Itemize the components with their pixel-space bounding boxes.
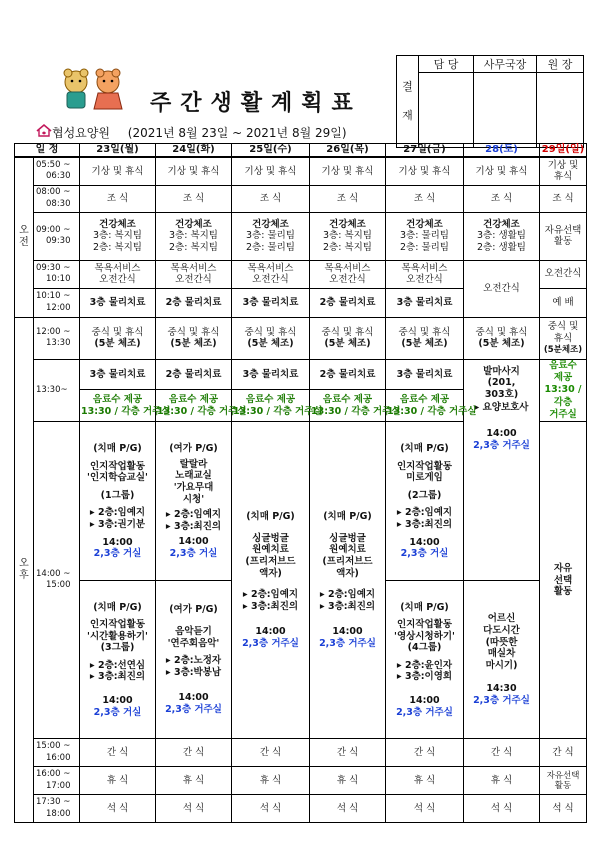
- row-afternoon-therapy: [15, 359, 587, 390]
- weekly-schedule-table: [14, 143, 587, 823]
- cell-wake-sun: 기상 및 휴식: [540, 157, 587, 185]
- cell-lunch: 중식 및 휴식 (5분 체조): [80, 317, 156, 359]
- cell-therapy: 3층 물리치료: [80, 288, 156, 317]
- cell-therapy: 3층 물리치료: [232, 288, 310, 317]
- header-day-sun: 29일(일): [540, 144, 587, 158]
- cell-am-snack-sun: 오전간식: [540, 260, 587, 288]
- header-day-fri: 27일(금): [386, 144, 464, 158]
- cell-lunch: 중식 및 휴식 (5분 체조): [310, 317, 386, 359]
- cell-program-wed: (치매 P/G) 싱글벙글 원예치료 (프리저브드 액자) ▸ 2층:임예지 ▸ 3층:최진의 14:00 2,3층 거주실: [232, 422, 310, 739]
- cell-dinner: 석 식: [80, 795, 156, 823]
- cell-program-tue-b: (여가 P/G) 음악듣기 '연주회음악' ▸ 2층:노정자 ▸ 3층:박봉남 14:00 2,3층 거주실: [156, 581, 232, 739]
- header-day-sat: 28(토): [464, 144, 540, 158]
- cell-bath: 목욕서비스 오전간식: [232, 260, 310, 288]
- approval-label-1: 결: [402, 79, 413, 93]
- cell-wake: 기상 및 휴식: [156, 157, 232, 185]
- cell-program-tue-a: (여가 P/G) 랄랄라 노래교실 '가요무대 시청' ▸ 2층:임예지 ▸ 3층:최진의 14:00 2,3층 거실: [156, 422, 232, 581]
- period-am-1: 오: [19, 225, 29, 237]
- cell-drink: 음료수 제공 13:30 / 각층 거주실: [156, 390, 232, 422]
- cell-exercise-tue: 건강체조 3층: 복지팀 2층: 복지팀: [156, 212, 232, 260]
- cell-rest: 휴 식: [386, 767, 464, 795]
- cell-program-sat-a: 발마사지 (201, 303호) ▸ 요양보호사 14:00 2,3층 거주실: [464, 359, 540, 581]
- header-day-mon: 23일(월): [80, 144, 156, 158]
- cell-worship-sun: 예 배: [540, 288, 587, 317]
- cell-bath: 목욕서비스 오전간식: [80, 260, 156, 288]
- cell-therapy: 3층 물리치료: [386, 288, 464, 317]
- period-am: [15, 157, 34, 317]
- row-rest: [15, 767, 587, 795]
- org-name: 협성요양원: [52, 126, 110, 140]
- cell-snack: 간 식: [310, 739, 386, 767]
- time-cell: 14:00 ~ 15:00: [34, 422, 80, 739]
- cell-wake: 기상 및 휴식: [80, 157, 156, 185]
- cell-program-mon-a: (치매 P/G) 인지작업활동 '인지학습교실' (1그룹) ▸ 2층:임예지 ▸ 3층:권기분 14:00 2,3층 거실: [80, 422, 156, 581]
- time-cell: 13:30~: [34, 359, 80, 422]
- cell-program-mon-b: (치매 P/G) 인지작업활동 '시간활용하기' (3그룹) ▸ 2층:선연심 ▸ 3층:최진의 14:00 2,3층 거실: [80, 581, 156, 739]
- cell-drink: 음료수 제공 13:30 / 각층 거주실: [80, 390, 156, 422]
- cell-rest: 휴 식: [310, 767, 386, 795]
- approval-header-director: 원 장: [537, 56, 584, 73]
- page-title: 주간생활계획표: [150, 91, 362, 116]
- cell-breakfast: 조 식: [80, 185, 156, 212]
- cell-therapy: 2층 물리치료: [156, 288, 232, 317]
- approval-sign-staff[interactable]: [419, 73, 474, 148]
- cell-dinner: 석 식: [310, 795, 386, 823]
- cell-lunch: 중식 및 휴식 (5분 체조): [386, 317, 464, 359]
- cell-rest: 휴 식: [232, 767, 310, 795]
- row-bath: [15, 260, 587, 288]
- cell-snack: 간 식: [540, 739, 587, 767]
- cell-exercise-fri: 건강체조 3층: 물리팀 2층: 물리팀: [386, 212, 464, 260]
- row-lunch: [15, 317, 587, 359]
- cell-am-snack-sat: 오전간식: [464, 260, 540, 317]
- cell-drink-sun: 음료수 제공 13:30 / 각층 거주실: [540, 359, 587, 422]
- period-pm: [15, 317, 34, 823]
- header-schedule: 일 정: [15, 144, 80, 158]
- cell-snack: 간 식: [464, 739, 540, 767]
- cell-breakfast: 조 식: [232, 185, 310, 212]
- cell-lunch: 중식 및 휴식 (5분 체조): [232, 317, 310, 359]
- cell-exercise-thu: 건강체조 3층: 복지팀 2층: 복지팀: [310, 212, 386, 260]
- time-cell: 09:00 ~ 09:30: [34, 212, 80, 260]
- time-cell: 09:30 ~ 10:10: [34, 260, 80, 288]
- cell-breakfast: 조 식: [540, 185, 587, 212]
- time-cell: 17:30 ~ 18:00: [34, 795, 80, 823]
- cell-therapy: 3층 물리치료: [386, 359, 464, 390]
- row-wake: [15, 157, 587, 185]
- cell-dinner: 석 식: [386, 795, 464, 823]
- cell-wake: 기상 및 휴식: [386, 157, 464, 185]
- cell-therapy: 3층 물리치료: [232, 359, 310, 390]
- approval-box: [396, 55, 584, 148]
- cell-snack: 간 식: [386, 739, 464, 767]
- cell-therapy: 2층 물리치료: [310, 359, 386, 390]
- cell-breakfast: 조 식: [386, 185, 464, 212]
- cell-therapy: 2층 물리치료: [310, 288, 386, 317]
- cell-exercise-sat: 건강체조 3층: 생활팀 2층: 생활팀: [464, 212, 540, 260]
- header-day-tue: 24일(화): [156, 144, 232, 158]
- cell-drink: 음료수 제공 13:30 / 각층 거주실: [386, 390, 464, 422]
- document-header: [0, 0, 600, 143]
- cell-exercise-wed: 건강체조 3층: 물리팀 2층: 물리팀: [232, 212, 310, 260]
- cell-lunch: 중식 및 휴식 (5분 체조): [464, 317, 540, 359]
- cell-bath: 목욕서비스 오전간식: [310, 260, 386, 288]
- cell-dinner: 석 식: [540, 795, 587, 823]
- row-exercise: [15, 212, 587, 260]
- header-day-wed: 25일(수): [232, 144, 310, 158]
- header-day-thu: 26일(목): [310, 144, 386, 158]
- period-pm-1: 오: [19, 557, 29, 569]
- cell-rest: 휴 식: [156, 767, 232, 795]
- org-line: [36, 124, 347, 141]
- time-cell: 10:10 ~ 12:00: [34, 288, 80, 317]
- cell-free-activity-sun-eve: 자유선택 활동: [540, 767, 587, 795]
- header-row: [15, 144, 587, 158]
- cell-snack: 간 식: [156, 739, 232, 767]
- cell-breakfast: 조 식: [464, 185, 540, 212]
- mascot-couple-icon: [58, 68, 128, 110]
- period-pm-2: 후: [19, 570, 29, 582]
- cell-program-thu: (치매 P/G) 싱글벙글 원예치료 (프리저브드 액자) ▸ 2층:임예지 ▸ 3층:최진의 14:00 2,3층 거주실: [310, 422, 386, 739]
- cell-free-activity-sun: 자유선택 활동: [540, 212, 587, 260]
- cell-breakfast: 조 식: [156, 185, 232, 212]
- cell-dinner: 석 식: [156, 795, 232, 823]
- approval-header-staff: 담 당: [419, 56, 474, 73]
- cell-bath: 목욕서비스 오전간식: [386, 260, 464, 288]
- time-cell: 05:50 ~ 06:30: [34, 157, 80, 185]
- cell-rest: 휴 식: [80, 767, 156, 795]
- cell-exercise-mon: 건강체조 3층: 복지팀 2층: 복지팀: [80, 212, 156, 260]
- cell-wake: 기상 및 휴식: [464, 157, 540, 185]
- row-breakfast: [15, 185, 587, 212]
- approval-sign-secretary[interactable]: [474, 73, 537, 148]
- cell-snack: 간 식: [80, 739, 156, 767]
- cell-lunch: 중식 및 휴식 (5분 체조): [156, 317, 232, 359]
- cell-therapy: 2층 물리치료: [156, 359, 232, 390]
- cell-snack: 간 식: [232, 739, 310, 767]
- cell-program-fri-b: (치매 P/G) 인지작업활동 '영상시청하기' (4그룹) ▸ 2층:윤인자 ▸ 3층:이영희 14:00 2,3층 거주실: [386, 581, 464, 739]
- cell-bath: 목욕서비스 오전간식: [156, 260, 232, 288]
- row-snack: [15, 739, 587, 767]
- cell-dinner: 석 식: [232, 795, 310, 823]
- time-cell: 15:00 ~ 16:00: [34, 739, 80, 767]
- date-range: (2021년 8월 23일 ~ 2021년 8월 29일): [127, 126, 347, 140]
- cell-wake: 기상 및 휴식: [232, 157, 310, 185]
- cell-free-activity-sun-pm: 자유 선택 활동: [540, 422, 587, 739]
- cell-program-sat-b: 어르신 다도시간 (따뜻한 매실차 마시기) 14:30 2,3층 거주실: [464, 581, 540, 739]
- cell-wake: 기상 및 휴식: [310, 157, 386, 185]
- period-am-2: 전: [19, 237, 29, 249]
- cell-breakfast: 조 식: [310, 185, 386, 212]
- approval-sign-director[interactable]: [537, 73, 584, 148]
- row-dinner: [15, 795, 587, 823]
- approval-header-secretary: 사무국장: [474, 56, 537, 73]
- cell-dinner: 석 식: [464, 795, 540, 823]
- cell-rest: 휴 식: [464, 767, 540, 795]
- approval-side-label: [397, 56, 419, 148]
- time-cell: 08:00 ~ 08:30: [34, 185, 80, 212]
- approval-label-2: 재: [402, 108, 413, 122]
- cell-drink: 음료수 제공 13:30 / 각층 거주실: [310, 390, 386, 422]
- cell-lunch-sun: 중식 및 휴식 (5분체조): [540, 317, 587, 359]
- cell-drink: 음료수 제공 13:30 / 각층 거주실: [232, 390, 310, 422]
- cell-program-fri-a: (치매 P/G) 인지작업활동 미로게임 (2그룹) ▸ 2층:임예지 ▸ 3층:최진의 14:00 2,3층 거실: [386, 422, 464, 581]
- time-cell: 16:00 ~ 17:00: [34, 767, 80, 795]
- time-cell: 12:00 ~ 13:30: [34, 317, 80, 359]
- cell-therapy: 3층 물리치료: [80, 359, 156, 390]
